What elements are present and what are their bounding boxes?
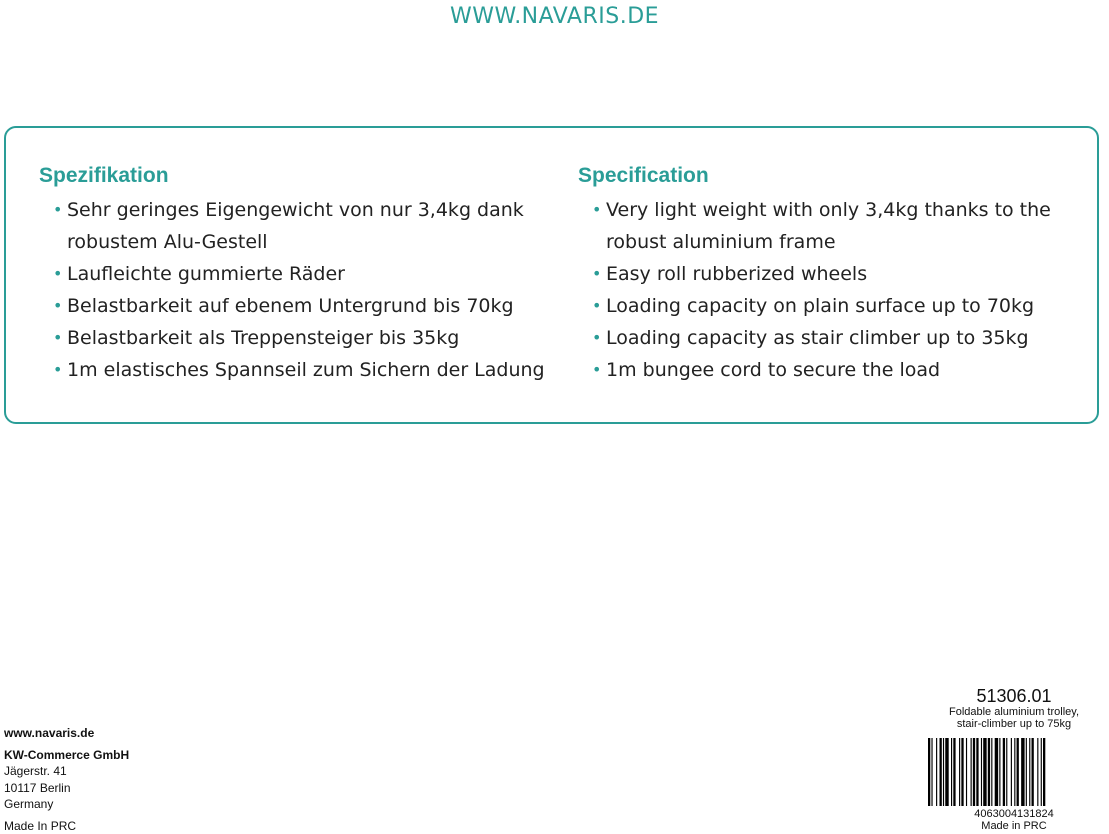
barcode-bar xyxy=(1011,738,1012,806)
spec-item-text: 1m bungee cord to secure the load xyxy=(606,359,941,381)
spec-item-text: Sehr geringes Eigengewicht von nur 3,4kg dank robustem Alu-Gestell xyxy=(67,199,524,253)
spec-heading-english: Specification xyxy=(578,164,709,187)
bullet-icon: • xyxy=(53,264,63,283)
company-country: Germany xyxy=(4,797,54,811)
bullet-icon: • xyxy=(592,360,602,379)
ean-number: 4063004131824 xyxy=(974,808,1054,820)
spec-list-german xyxy=(39,194,549,386)
company-name: KW-Commerce GmbH xyxy=(4,747,130,762)
barcode-bar xyxy=(981,738,982,806)
article-number: 51306.01 xyxy=(976,686,1052,706)
barcode-bar xyxy=(1003,738,1005,806)
site-url-header: WWW.NAVARIS.DE xyxy=(449,4,660,29)
bullet-icon: • xyxy=(53,328,63,347)
spec-column-english xyxy=(578,164,1088,386)
barcode-bar xyxy=(940,738,942,806)
product-label xyxy=(918,686,1109,832)
spec-item xyxy=(578,194,1088,258)
spec-column-german xyxy=(39,164,549,386)
barcode-bar xyxy=(983,738,986,806)
barcode-bar xyxy=(943,738,944,806)
spec-item-text: Very light weight with only 3,4kg thanks to the robust aluminium frame xyxy=(606,199,1051,253)
bullet-icon: • xyxy=(592,296,602,315)
spec-item xyxy=(578,322,1088,354)
company-made-in: Made In PRC xyxy=(4,818,77,833)
bullet-icon: • xyxy=(53,360,63,379)
spec-item-text: Loading capacity as stair climber up to 35kg xyxy=(606,327,1029,349)
barcode-icon xyxy=(926,738,1102,806)
barcode-bar xyxy=(1017,738,1019,806)
spec-item xyxy=(578,258,1088,290)
spec-item-text: 1m elastisches Spannseil zum Sichern der Ladung xyxy=(67,359,545,381)
barcode-bar xyxy=(951,738,952,806)
bullet-icon: • xyxy=(592,200,602,219)
label-made-in: Made in PRC xyxy=(981,820,1047,832)
barcode-bar xyxy=(971,738,972,806)
spec-heading-german: Spezifikation xyxy=(39,164,169,187)
barcode-bar xyxy=(999,738,1000,806)
barcode-bar xyxy=(1041,738,1042,806)
barcode-bar xyxy=(966,738,967,806)
barcode-bar xyxy=(1029,738,1030,806)
barcode-bar xyxy=(936,738,937,806)
barcode-bar xyxy=(1026,738,1027,806)
article-description-line2: stair-climber up to 75kg xyxy=(956,718,1072,730)
bullet-icon: • xyxy=(53,296,63,315)
spec-item xyxy=(39,194,549,258)
barcode-bar xyxy=(1014,738,1015,806)
barcode-bar xyxy=(973,738,975,806)
company-city: 10117 Berlin xyxy=(4,780,71,795)
company-street: Jägerstr. 41 xyxy=(4,764,67,778)
bullet-icon: • xyxy=(592,264,602,283)
barcode-bar xyxy=(991,738,992,806)
barcode-bar xyxy=(976,738,978,806)
spec-item-text: Easy roll rubberized wheels xyxy=(606,263,868,285)
barcode-bar xyxy=(1032,738,1034,806)
spec-item xyxy=(39,258,549,290)
company-website: www.navaris.de xyxy=(4,726,95,740)
spec-item xyxy=(39,354,549,386)
barcode-bar xyxy=(961,738,963,806)
barcode-bar xyxy=(953,738,955,806)
barcode-bar xyxy=(928,738,930,806)
spec-item-text: Belastbarkeit auf ebenem Untergrund bis 70kg xyxy=(67,295,514,317)
bullet-icon: • xyxy=(592,328,602,347)
barcode-bar xyxy=(1006,738,1007,806)
spec-item-text: Loading capacity on plain surface up to 70kg xyxy=(606,295,1035,317)
spec-item xyxy=(578,354,1088,386)
barcode-bar xyxy=(1043,738,1045,806)
spec-item-text: Laufleichte gummierte Räder xyxy=(67,263,345,285)
spec-item-text: Belastbarkeit als Treppensteiger bis 35kg xyxy=(67,327,460,349)
barcode-bar xyxy=(959,738,960,806)
barcode-bar xyxy=(1037,738,1038,806)
bullet-icon: • xyxy=(53,200,63,219)
spec-item xyxy=(39,322,549,354)
specification-panel xyxy=(4,126,1099,424)
barcode-bar xyxy=(995,738,998,806)
article-description-line1: Foldable aluminium trolley, xyxy=(948,706,1080,718)
barcode-bar xyxy=(931,738,932,806)
barcode-bar xyxy=(1021,738,1024,806)
barcode-bar xyxy=(945,738,948,806)
spec-item xyxy=(578,290,1088,322)
company-address-block xyxy=(4,725,129,834)
barcode-bar xyxy=(988,738,990,806)
spec-item xyxy=(39,290,549,322)
spec-list-english xyxy=(578,194,1088,386)
